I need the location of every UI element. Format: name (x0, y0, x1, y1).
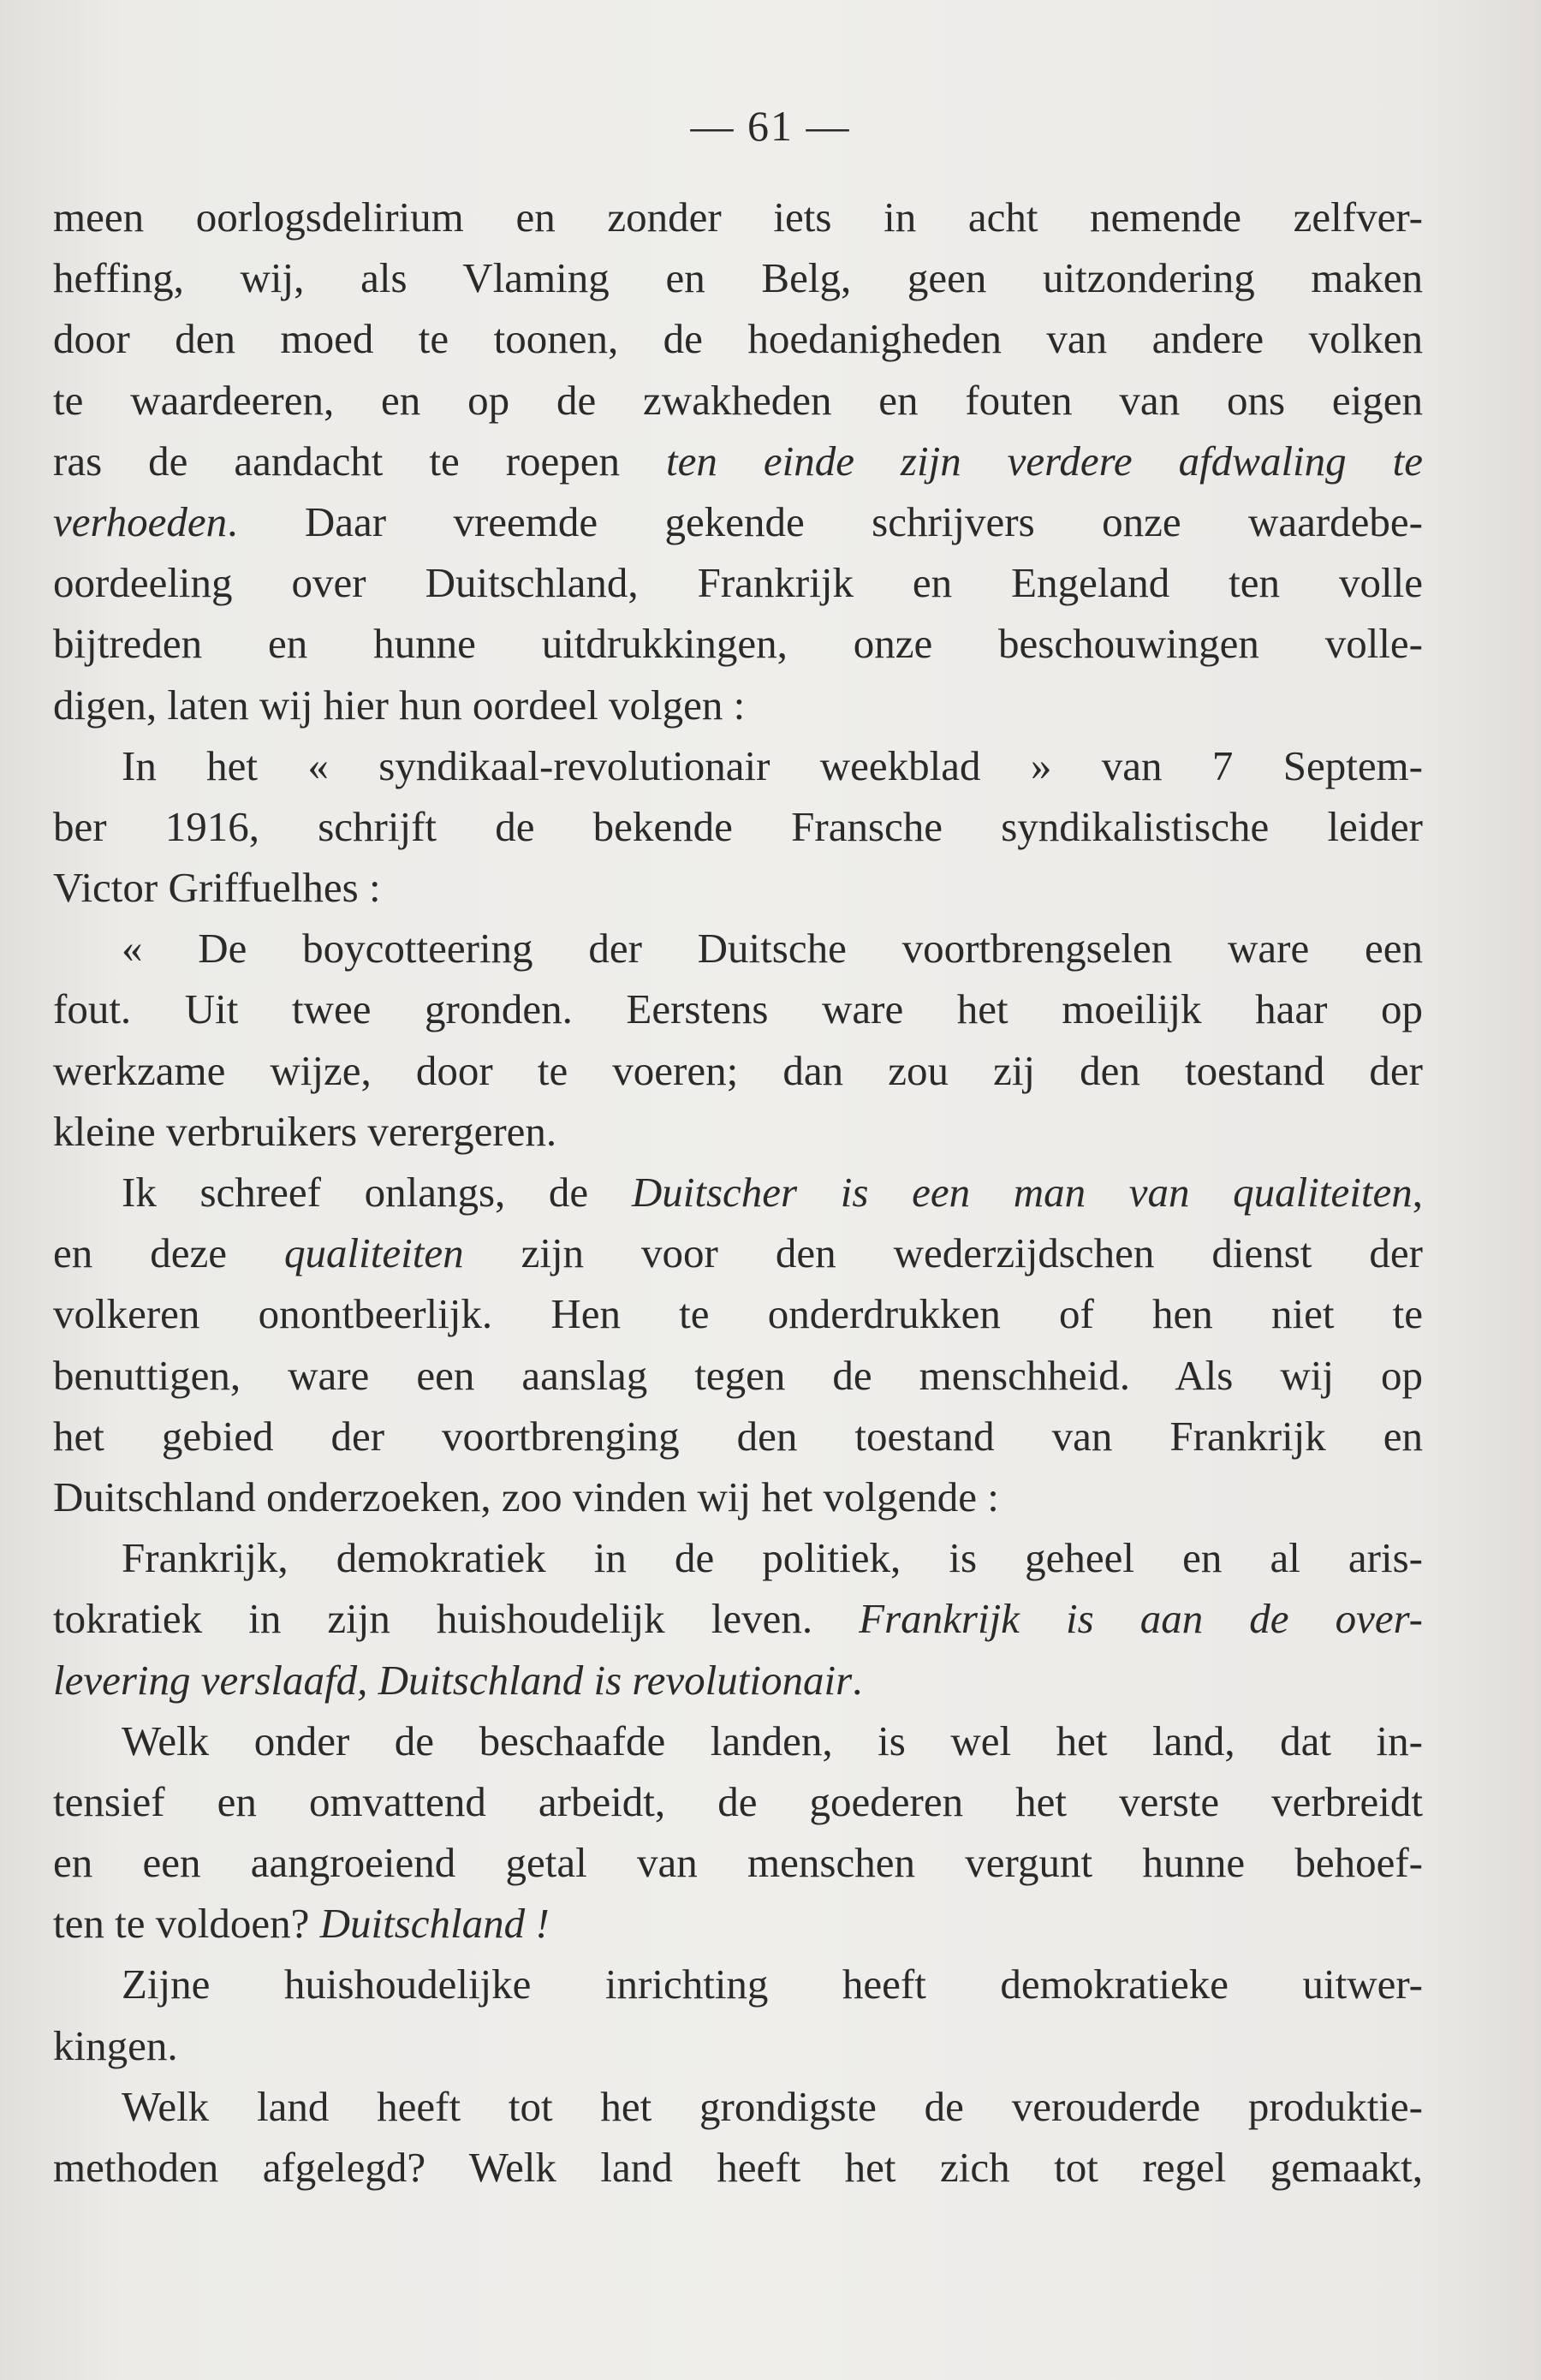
text-segment: In het « syndikaal-revolutionair weekblad » van 7 Septem- (122, 741, 1423, 789)
text-line (53, 1527, 1423, 1588)
text-segment: te waardeeren, en op de zwakheden en fouten van ons eigen (53, 376, 1423, 424)
text-segment: benuttigen, ware een aanslag tegen de menschheid. Als wij op (53, 1351, 1423, 1399)
text-segment: ras de aandacht te roepen (53, 437, 667, 485)
text-line (53, 1040, 1423, 1101)
text-line (53, 1893, 1423, 1954)
text-segment: zijn voor den wederzijdschen dienst der (463, 1229, 1423, 1277)
italic-text: qualiteiten (284, 1229, 464, 1277)
italic-text: Duitscher is een man van qualiteiten (631, 1169, 1413, 1216)
text-segment: en een aangroeiend getal van menschen vergunt hunne behoef- (53, 1839, 1423, 1887)
text-line (53, 1406, 1423, 1467)
italic-text: Duitschland ! (319, 1900, 550, 1948)
text-line (53, 918, 1423, 979)
text-line (53, 1467, 1423, 1527)
text-line (53, 491, 1423, 552)
text-line (53, 308, 1423, 369)
text-line (53, 552, 1423, 613)
text-segment: het gebied der voortbrenging den toestand van Frankrijk en (53, 1412, 1423, 1460)
page-number: — 61 — (690, 102, 851, 150)
text-line (53, 1162, 1423, 1223)
text-line (53, 431, 1423, 491)
text-line (53, 1832, 1423, 1893)
text-line (53, 1771, 1423, 1832)
text-line (53, 370, 1423, 431)
text-segment: tensief en omvattend arbeidt, de goederen het verste verbreidt (53, 1777, 1423, 1825)
text-line (53, 735, 1423, 796)
text-segment: methoden afgelegd? Welk land heeft het zich tot regel gemaakt, (53, 2144, 1423, 2191)
text-line (53, 247, 1423, 308)
text-segment: ten te voldoen? (53, 1900, 320, 1948)
text-line (53, 613, 1423, 674)
text-segment: oordeeling over Duitschland, Frankrijk en Engeland ten volle (53, 559, 1423, 607)
text-segment: Duitschland onderzoeken, zoo vinden wij het volgende : (53, 1473, 999, 1520)
text-line (53, 1101, 1423, 1162)
text-segment: Frankrijk, demokratiek in de politiek, is geheel en al aris- (122, 1534, 1423, 1582)
text-segment: Welk onder de beschaafde landen, is wel het land, dat in- (122, 1717, 1423, 1764)
text-segment: Ik schreef onlangs, de (122, 1169, 632, 1216)
text-line (53, 675, 1423, 735)
text-segment: digen, laten wij hier hun oordeel volgen : (53, 681, 746, 729)
text-segment: Victor Griffuelhes : (53, 864, 381, 912)
text-segment: werkzame wijze, door te voeren; dan zou zij den toestand der (53, 1046, 1423, 1094)
text-line (53, 2137, 1423, 2198)
text-line (53, 1711, 1423, 1771)
italic-text: ten einde zijn verdere afdwaling te (666, 437, 1424, 485)
italic-text: levering verslaafd, Duitschland is revolutionair (53, 1656, 853, 1704)
italic-text: verhoeden (53, 497, 228, 545)
text-segment: kingen. (53, 2021, 178, 2069)
text-segment: . (852, 1656, 863, 1704)
text-segment: door den moed te toonen, de hoedanigheden van andere volken (53, 315, 1423, 363)
text-line (53, 1954, 1423, 2014)
text-segment: Welk land heeft tot het grondigste de verouderde produktie- (122, 2082, 1423, 2130)
text-segment: . Daar vreemde gekende schrijvers onze waardebe- (227, 497, 1423, 545)
text-line (53, 979, 1423, 1039)
text-line (53, 1223, 1423, 1283)
text-segment: tokratiek in zijn huishoudelijk leven. (53, 1595, 860, 1643)
body-text (53, 187, 1423, 2198)
text-segment: Zijne huishoudelijke inrichting heeft demokratieke uitwer- (122, 1961, 1423, 2008)
text-line (53, 1650, 1423, 1711)
text-segment: heffing, wij, als Vlaming en Belg, geen uitzondering maken (53, 254, 1423, 302)
text-segment: fout. Uit twee gronden. Eerstens ware het moeilijk haar op (53, 985, 1423, 1033)
text-segment: kleine verbruikers verergeren. (53, 1107, 557, 1155)
text-line (53, 2015, 1423, 2076)
text-segment: meen oorlogsdelirium en zonder iets in acht nemende zelfver- (53, 193, 1423, 241)
text-line (53, 1345, 1423, 1406)
text-line (53, 2076, 1423, 2137)
text-line (53, 1283, 1423, 1344)
text-line (53, 796, 1423, 857)
text-line (53, 1588, 1423, 1649)
text-segment: « De boycotteering der Duitsche voortbrengselen ware een (122, 925, 1423, 973)
text-line (53, 187, 1423, 247)
text-segment: , (1412, 1169, 1423, 1216)
italic-text: Frankrijk is aan de over- (859, 1595, 1423, 1643)
text-segment: bijtreden en hunne uitdrukkingen, onze beschouwingen volle- (53, 620, 1423, 668)
text-line (53, 857, 1423, 918)
text-segment: en deze (53, 1229, 284, 1277)
text-segment: ber 1916, schrijft de bekende Fransche syndikalistische leider (53, 802, 1423, 850)
text-segment: volkeren onontbeerlijk. Hen te onderdrukken of hen niet te (53, 1290, 1423, 1338)
